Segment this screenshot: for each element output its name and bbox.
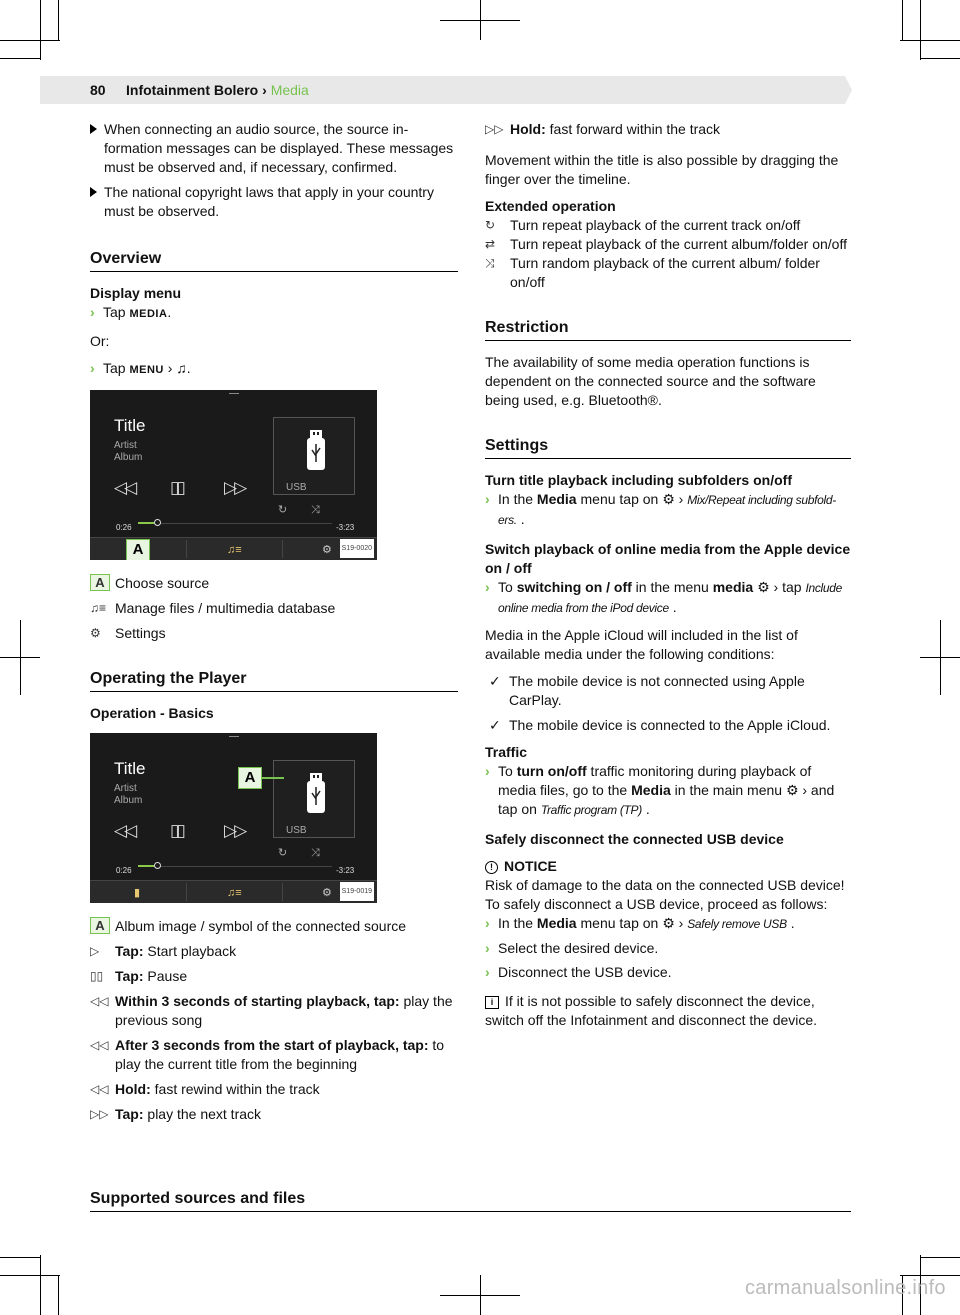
time-elapsed: 0:26 <box>116 866 132 875</box>
shuffle-icon[interactable]: ⤨ <box>311 504 320 516</box>
fast-forward-icon: ▷▷ <box>485 122 504 136</box>
step-text: Tap <box>103 360 130 376</box>
track-artist: Artist <box>114 783 137 794</box>
track-title: Title <box>114 759 146 778</box>
notice-icon: ! <box>485 861 498 874</box>
subheading-extended: Extended operation <box>485 198 616 214</box>
step-chevron-icon: › <box>90 360 95 376</box>
pause-icon[interactable]: ▯▯ <box>170 821 183 840</box>
breadcrumb-main: Infotainment Bolero <box>126 82 259 98</box>
crop-mark <box>0 40 60 41</box>
usb-source-icon[interactable]: ▮ <box>134 887 141 899</box>
crop-mark <box>58 0 59 40</box>
subheading: Turn title playback including subfolders on/off <box>485 472 792 488</box>
step-text: Tap <box>103 304 130 320</box>
legend-text: Settings <box>115 625 166 641</box>
bottom-bar-divider <box>186 540 187 558</box>
notice-text: To safely disconnect a USB device, proceed as follows: <box>485 896 828 912</box>
extended-item: ⤨ Turn random playback of the current album/ folder on/off <box>485 255 820 290</box>
legend-text: Choose source <box>115 575 210 591</box>
crop-mark <box>900 40 960 41</box>
repeat-icon[interactable]: ↻ <box>278 847 288 859</box>
time-elapsed: 0:26 <box>116 523 132 532</box>
usb-label: USB <box>286 482 307 493</box>
callout-label-a: A <box>238 767 262 789</box>
next-icon[interactable]: ▷▷ <box>224 821 245 840</box>
info-icon: i <box>485 996 499 1009</box>
step-chevron-icon: › <box>485 964 490 980</box>
bullet-item: When connecting an audio source, the source information messages can be displayed. These messages must be observed and, if necessary, confirmed. <box>90 120 458 177</box>
previous-icon: ◁◁ <box>90 1038 109 1052</box>
crop-mark <box>58 1275 59 1315</box>
figure-reference: S19-0020 <box>340 539 374 558</box>
crop-mark <box>920 657 960 658</box>
next-icon[interactable]: ▷▷ <box>224 478 245 497</box>
info-paragraph: i If it is not possible to safely disconnect the device, switch off the Infotainment and disconnect the device. <box>485 993 818 1028</box>
operation-item: ▯▯ Tap: Pause <box>90 968 188 984</box>
crop-mark <box>0 1275 60 1276</box>
callout-label-a: A <box>126 539 150 560</box>
track-artist-album <box>114 783 142 807</box>
step-chevron-icon: › <box>90 304 95 320</box>
bottom-bar-divider <box>186 883 187 901</box>
legend-item <box>90 599 458 618</box>
track-album: Album <box>114 795 143 806</box>
subheading-traffic: Traffic <box>485 744 528 760</box>
gear-icon: ⚙ <box>90 626 101 640</box>
left-column <box>90 120 458 1130</box>
music-list-icon: ♫≡ <box>90 601 107 615</box>
repeat-icon[interactable]: ↻ <box>278 504 288 516</box>
shuffle-icon: ⤨ <box>485 256 495 270</box>
legend-text: Manage files / multimedia database <box>115 600 336 616</box>
checkmark-icon: ✓ <box>489 673 501 689</box>
time-remaining: -3:23 <box>336 866 355 875</box>
step-item: › In the Media menu tap on ⚙ › Safely remove USB . <box>485 915 795 931</box>
extended-item: ⇄ Turn repeat playback of the current album/folder on/off <box>485 236 847 252</box>
extended-item: ↻ Turn repeat playback of the current track on/off <box>485 217 801 233</box>
bullet-item: The national copyright laws that apply in your country must be observed. <box>90 183 458 221</box>
timeline-track[interactable] <box>138 523 332 524</box>
legend-text: Album image / symbol of the connected source <box>115 918 407 934</box>
section-heading-supported-sources: Supported sources and files <box>90 1190 851 1212</box>
figure-media-screen-2 <box>90 733 377 903</box>
music-list-icon[interactable]: ♫≡ <box>227 544 242 556</box>
condition-item: ✓ The mobile device is connected to the Apple iCloud. <box>489 717 831 733</box>
subheading-usb: Safely disconnect the connected USB device <box>485 831 784 847</box>
step-item: › To turn on/off traffic monitoring during playback of media files, go to the Media in the main menu ⚙ › and tap on Traffic program (TP) . <box>485 763 835 817</box>
paragraph: Movement within the title is also possible by dragging the finger over the timeline. <box>485 152 839 187</box>
notice-text: Risk of damage to the data on the connected USB device! <box>485 877 845 893</box>
callout-a-icon: A <box>90 574 110 593</box>
crop-mark <box>40 0 41 60</box>
previous-icon[interactable]: ◁◁ <box>114 821 135 840</box>
album-art-usb <box>273 417 355 495</box>
breadcrumb <box>126 82 309 98</box>
operation-item: ◁◁ Hold: fast rewind within the track <box>90 1081 320 1097</box>
legend-item <box>90 574 458 593</box>
gear-icon[interactable]: ⚙ <box>322 544 332 556</box>
legend-item <box>90 917 458 936</box>
gear-icon[interactable]: ⚙ <box>322 887 332 899</box>
callout-leader-line <box>260 777 284 779</box>
track-album: Album <box>114 452 143 463</box>
play-icon: ▷ <box>90 944 100 958</box>
shuffle-icon[interactable]: ⤨ <box>311 847 320 859</box>
section-heading-operating: Operating the Player <box>90 669 458 692</box>
section-heading-settings: Settings <box>485 436 851 459</box>
crop-mark <box>920 0 921 60</box>
previous-icon: ◁◁ <box>90 994 109 1008</box>
step-item <box>90 359 458 380</box>
crop-mark <box>40 1255 41 1315</box>
music-list-icon[interactable]: ♫≡ <box>227 887 242 899</box>
pause-icon[interactable]: ▯▯ <box>170 478 183 497</box>
bottom-bar-divider <box>282 540 283 558</box>
previous-icon[interactable]: ◁◁ <box>114 478 135 497</box>
timeline-handle[interactable] <box>154 519 161 526</box>
figure-media-screen-1 <box>90 390 377 560</box>
operation-item: ◁◁ Within 3 seconds of starting playback, tap: play the previous song <box>90 993 453 1028</box>
next-icon: ▷▷ <box>90 1107 109 1121</box>
notice-title: ! NOTICE <box>485 857 851 876</box>
screen-notch <box>229 736 239 737</box>
rewind-icon: ◁◁ <box>90 1082 109 1096</box>
crop-mark <box>920 58 960 59</box>
step-item: › Select the desired device. <box>485 940 659 956</box>
usb-stick-icon <box>307 430 325 470</box>
menu-key-label: MENU <box>129 364 164 376</box>
section-heading-restriction: Restriction <box>485 318 851 341</box>
crop-mark <box>440 1295 520 1296</box>
track-title: Title <box>114 416 146 435</box>
crop-mark <box>440 20 520 21</box>
right-column <box>485 120 851 1038</box>
time-remaining: -3:23 <box>336 523 355 532</box>
crop-mark <box>902 0 903 40</box>
legend-item <box>90 624 458 643</box>
timeline-handle[interactable] <box>154 862 161 869</box>
crop-mark <box>0 1257 40 1258</box>
crop-mark <box>0 58 40 59</box>
pause-icon: ▯▯ <box>90 969 104 983</box>
breadcrumb-separator: › <box>258 82 271 98</box>
figure-reference: S19-0019 <box>340 882 374 901</box>
callout-a-icon: A <box>90 917 110 936</box>
step-item: › To switching on / off in the menu media ⚙ › tap Include online media from the iPod device . <box>485 579 843 615</box>
track-artist-album <box>114 440 142 464</box>
crop-mark <box>900 1275 960 1276</box>
subheading: Switch playback of online media from the Apple device on / off <box>485 541 851 576</box>
crop-mark <box>920 1257 960 1258</box>
step-chevron-icon: › <box>485 763 490 779</box>
step-chevron-icon: › <box>485 940 490 956</box>
album-art-usb[interactable] <box>273 760 355 838</box>
timeline-track[interactable] <box>138 866 332 867</box>
watermark: carmanualsonline.info <box>745 1277 946 1299</box>
timeline-progress <box>138 865 154 867</box>
step-chevron-icon: › <box>485 491 490 507</box>
subheading-operation-basics: Operation - Basics <box>90 705 214 721</box>
step-chevron-icon: › <box>485 579 490 595</box>
timeline-progress <box>138 522 154 524</box>
or-text: Or: <box>90 333 110 349</box>
paragraph: Media in the Apple iCloud will included in the list of available media under the following conditions: <box>485 627 798 662</box>
operation-item: ▷▷ Hold: fast forward within the track <box>485 121 721 137</box>
track-artist: Artist <box>114 440 137 451</box>
usb-label: USB <box>286 825 307 836</box>
repeat-track-icon: ↻ <box>485 218 496 232</box>
bottom-bar-divider <box>282 883 283 901</box>
condition-item: ✓ The mobile device is not connected using Apple CarPlay. <box>489 673 805 708</box>
checkmark-icon: ✓ <box>489 717 501 733</box>
section-heading-overview: Overview <box>90 249 458 272</box>
step-text: . <box>167 304 172 320</box>
subheading-display-menu: Display menu <box>90 285 182 301</box>
step-text: › ♫. <box>163 360 191 376</box>
repeat-album-icon: ⇄ <box>485 237 496 251</box>
usb-stick-icon <box>307 773 325 813</box>
step-item <box>90 303 458 324</box>
page-number: 80 <box>90 82 106 98</box>
operation-item: ▷ Tap: Start playback <box>90 943 237 959</box>
step-chevron-icon: › <box>485 915 490 931</box>
crop-mark <box>0 657 40 658</box>
paragraph: The availability of some media operation functions is dependent on the connected source and the software being used, e.g. Bluetooth®. <box>485 354 816 408</box>
screen-notch <box>229 393 239 394</box>
step-item: › Disconnect the USB device. <box>485 964 672 980</box>
breadcrumb-current: Media <box>270 82 309 98</box>
operation-item: ▷▷ Tap: play the next track <box>90 1106 262 1122</box>
media-key-label: MEDIA <box>129 308 168 320</box>
step-item: › In the Media menu tap on ⚙ › Mix/Repeat including subfolders. . <box>485 491 837 527</box>
operation-item: ◁◁ After 3 seconds from the start of playback, tap: to play the current title from the beginning <box>90 1037 445 1072</box>
